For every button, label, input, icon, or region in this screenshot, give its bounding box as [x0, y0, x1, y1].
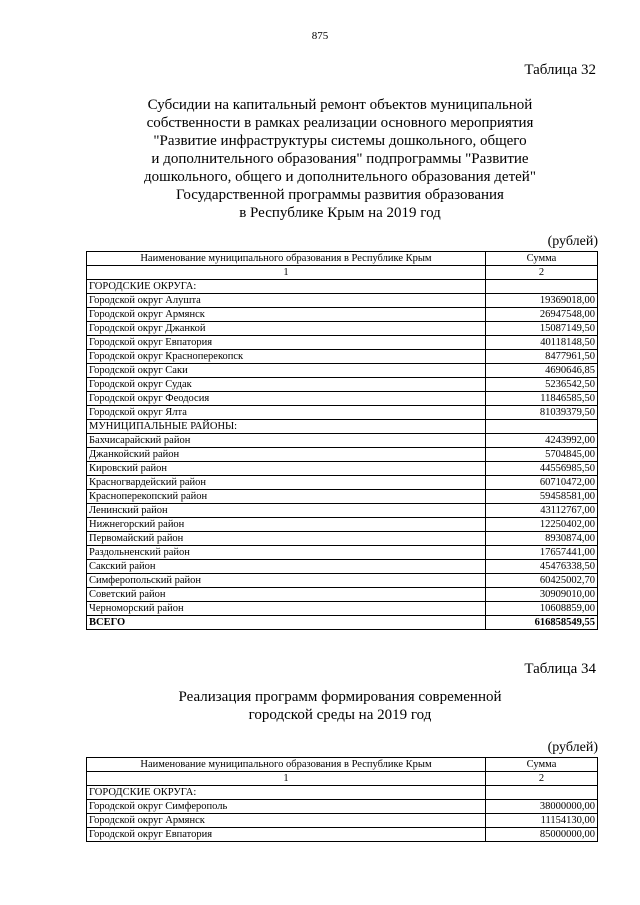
table-row — [87, 574, 598, 588]
name-cell: Городской округ Евпатория — [87, 828, 486, 842]
name-cell: Городской округ Армянск — [87, 308, 486, 322]
title-line: Государственной программы развития образования — [176, 187, 504, 203]
title-line: "Развитие инфраструктуры системы дошкольного, общего — [153, 133, 527, 149]
name-cell: Городской округ Судак — [87, 378, 486, 392]
table-row — [87, 518, 598, 532]
title-line: и дополнительного образования" подпрограммы "Развитие — [151, 151, 529, 167]
table-row — [87, 434, 598, 448]
sum-cell: 38000000,00 — [486, 800, 598, 814]
sum-cell: 17657441,00 — [485, 546, 597, 560]
table-34-label: Таблица 34 — [524, 661, 596, 677]
column-number-row — [87, 772, 598, 786]
sum-cell: 8930874,00 — [485, 532, 597, 546]
sum-cell: 12250402,00 — [485, 518, 597, 532]
table-row — [87, 490, 598, 504]
header-name-cell: Наименование муниципального образования в Республике Крым — [87, 252, 486, 266]
table-32-label: Таблица 32 — [524, 62, 596, 78]
sum-cell — [485, 420, 597, 434]
name-cell: Кировский район — [87, 462, 486, 476]
title-line: городской среды на 2019 год — [248, 707, 432, 723]
table-32 — [86, 251, 598, 630]
sum-cell: 10608859,00 — [485, 602, 597, 616]
sum-cell: 85000000,00 — [486, 828, 598, 842]
column-number-cell: 2 — [486, 772, 598, 786]
table-row — [87, 350, 598, 364]
table-32-unit: (рублей) — [547, 234, 598, 249]
sum-cell: 44556985,50 — [485, 462, 597, 476]
table-row — [87, 532, 598, 546]
column-number-cell: 1 — [87, 266, 486, 280]
sum-cell: 30909010,00 — [485, 588, 597, 602]
table-row — [87, 364, 598, 378]
table-row — [87, 602, 598, 616]
table-row — [87, 294, 598, 308]
section-row — [87, 786, 598, 800]
table-34-unit: (рублей) — [547, 740, 598, 755]
total-sum: 616858549,55 — [485, 616, 597, 630]
name-cell: Нижнегорский район — [87, 518, 486, 532]
name-cell: Красноперекопский район — [87, 490, 486, 504]
table-32-title — [110, 96, 570, 222]
title-line: Реализация программ формирования современной — [178, 689, 502, 705]
sum-cell: 4690646,85 — [485, 364, 597, 378]
name-cell: Джанкойский район — [87, 448, 486, 462]
section-row — [87, 280, 598, 294]
name-cell: Городской округ Евпатория — [87, 336, 486, 350]
title-line: дошкольного, общего и дополнительного образования детей" — [144, 169, 536, 185]
title-line: Субсидии на капитальный ремонт объектов муниципальной — [147, 97, 533, 113]
section-row — [87, 420, 598, 434]
name-cell: Городской округ Феодосия — [87, 392, 486, 406]
sum-cell: 8477961,50 — [485, 350, 597, 364]
sum-cell: 60710472,00 — [485, 476, 597, 490]
section-heading: МУНИЦИПАЛЬНЫЕ РАЙОНЫ: — [87, 420, 486, 434]
table-row — [87, 504, 598, 518]
column-number-cell: 2 — [485, 266, 597, 280]
sum-cell: 15087149,50 — [485, 322, 597, 336]
name-cell: Бахчисарайский район — [87, 434, 486, 448]
section-heading: ГОРОДСКИЕ ОКРУГА: — [87, 280, 486, 294]
name-cell: Ленинский район — [87, 504, 486, 518]
header-row — [87, 758, 598, 772]
table-row — [87, 814, 598, 828]
sum-cell: 26947548,00 — [485, 308, 597, 322]
table-row — [87, 828, 598, 842]
name-cell: Раздольненский район — [87, 546, 486, 560]
name-cell: Городской округ Ялта — [87, 406, 486, 420]
name-cell: Советский район — [87, 588, 486, 602]
column-number-cell: 1 — [87, 772, 486, 786]
table-34-title — [110, 688, 570, 724]
sum-cell: 5236542,50 — [485, 378, 597, 392]
name-cell: Городской округ Красноперекопск — [87, 350, 486, 364]
name-cell: Сакский район — [87, 560, 486, 574]
table-row — [87, 308, 598, 322]
sum-cell: 40118148,50 — [485, 336, 597, 350]
table-row — [87, 448, 598, 462]
section-heading: ГОРОДСКИЕ ОКРУГА: — [87, 786, 486, 800]
header-row — [87, 252, 598, 266]
table-row — [87, 462, 598, 476]
sum-cell: 11154130,00 — [486, 814, 598, 828]
table-row — [87, 322, 598, 336]
name-cell: Городской округ Армянск — [87, 814, 486, 828]
table-row — [87, 336, 598, 350]
name-cell: Городской округ Джанкой — [87, 322, 486, 336]
total-row — [87, 616, 598, 630]
name-cell: Городской округ Саки — [87, 364, 486, 378]
total-label: ВСЕГО — [87, 616, 486, 630]
sum-cell: 45476338,50 — [485, 560, 597, 574]
header-name-cell: Наименование муниципального образования в Республике Крым — [87, 758, 486, 772]
table-row — [87, 392, 598, 406]
sum-cell: 4243992,00 — [485, 434, 597, 448]
sum-cell: 81039379,50 — [485, 406, 597, 420]
table-row — [87, 378, 598, 392]
column-number-row — [87, 266, 598, 280]
header-sum-cell: Сумма — [486, 758, 598, 772]
name-cell: Городской округ Алушта — [87, 294, 486, 308]
sum-cell: 5704845,00 — [485, 448, 597, 462]
sum-cell: 59458581,00 — [485, 490, 597, 504]
name-cell: Симферопольский район — [87, 574, 486, 588]
name-cell: Городской округ Симферополь — [87, 800, 486, 814]
sum-cell: 11846585,50 — [485, 392, 597, 406]
header-sum-cell: Сумма — [485, 252, 597, 266]
table-row — [87, 588, 598, 602]
title-line: в Республике Крым на 2019 год — [239, 205, 441, 221]
page-number: 875 — [311, 30, 329, 42]
table-row — [87, 476, 598, 490]
sum-cell — [486, 786, 598, 800]
name-cell: Черноморский район — [87, 602, 486, 616]
sum-cell — [485, 280, 597, 294]
sum-cell: 60425002,70 — [485, 574, 597, 588]
table-34 — [86, 757, 598, 842]
table-row — [87, 560, 598, 574]
sum-cell: 19369018,00 — [485, 294, 597, 308]
sum-cell: 43112767,00 — [485, 504, 597, 518]
table-row — [87, 800, 598, 814]
table-row — [87, 406, 598, 420]
name-cell: Первомайский район — [87, 532, 486, 546]
title-line: собственности в рамках реализации основного мероприятия — [146, 115, 534, 131]
table-row — [87, 546, 598, 560]
name-cell: Красногвардейский район — [87, 476, 486, 490]
